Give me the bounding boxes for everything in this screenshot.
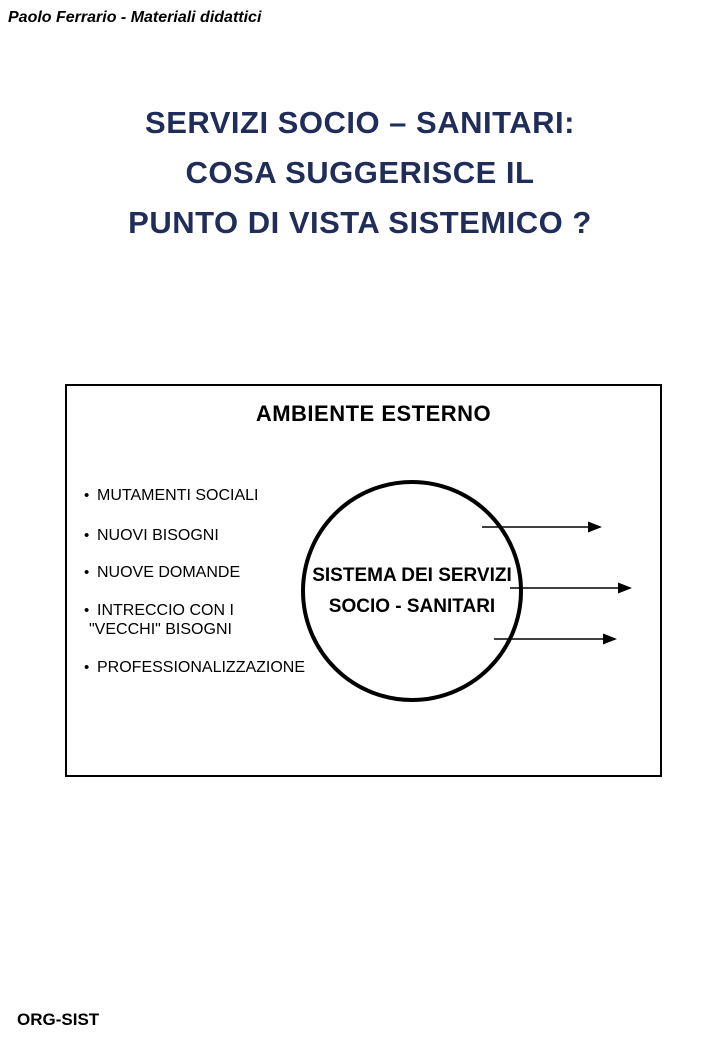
bullet-text-line1: NUOVI BISOGNI	[97, 527, 219, 544]
title-line-1: SERVIZI SOCIO – SANITARI:	[145, 105, 575, 140]
bullet-text-line1: PROFESSIONALIZZAZIONE	[97, 659, 306, 676]
bullet-icon: •	[84, 527, 90, 544]
footer-code: ORG-SIST	[17, 1010, 100, 1029]
arrow-right-icon	[510, 583, 632, 594]
title-line-3: PUNTO DI VISTA SISTEMICO ?	[128, 205, 592, 240]
bullet-text	[97, 658, 305, 677]
bullet-text	[97, 563, 240, 582]
bullet-item-nuove-domande	[84, 563, 240, 582]
bullet-text-line1: NUOVE DOMANDE	[97, 564, 241, 581]
bullet-icon: •	[84, 659, 90, 676]
bullet-icon: •	[84, 487, 90, 504]
bullet-text	[97, 486, 259, 505]
byline: Paolo Ferrario - Materiali didattici	[8, 9, 262, 26]
bullet-text	[97, 526, 219, 545]
box-title: AMBIENTE ESTERNO	[255, 401, 492, 426]
bullet-text-line1: INTRECCIO CON I	[97, 602, 234, 619]
bullet-item-mutamenti-sociali	[84, 486, 259, 505]
circle-label	[312, 560, 512, 622]
circle-label-line-1: SISTEMA DEI SERVIZI	[312, 565, 512, 586]
bullet-icon: •	[84, 564, 90, 581]
title-line-2: COSA SUGGERISCE IL	[185, 155, 535, 190]
bullet-icon: •	[84, 602, 90, 619]
bullet-text-line1: MUTAMENTI SOCIALI	[97, 487, 259, 504]
external-environment-box	[65, 384, 662, 777]
page-title	[0, 98, 720, 248]
circle-label-line-2: SOCIO - SANITARI	[328, 596, 496, 617]
bullet-text	[89, 601, 234, 639]
bullet-item-professionalizzazione	[84, 658, 305, 677]
bullet-text-line2: "VECCHI" BISOGNI	[89, 621, 232, 638]
services-system-circle	[301, 480, 523, 702]
bullet-item-nuovi-bisogni	[84, 526, 219, 545]
bullet-item-intreccio-vecchi-bisogni	[84, 601, 234, 639]
